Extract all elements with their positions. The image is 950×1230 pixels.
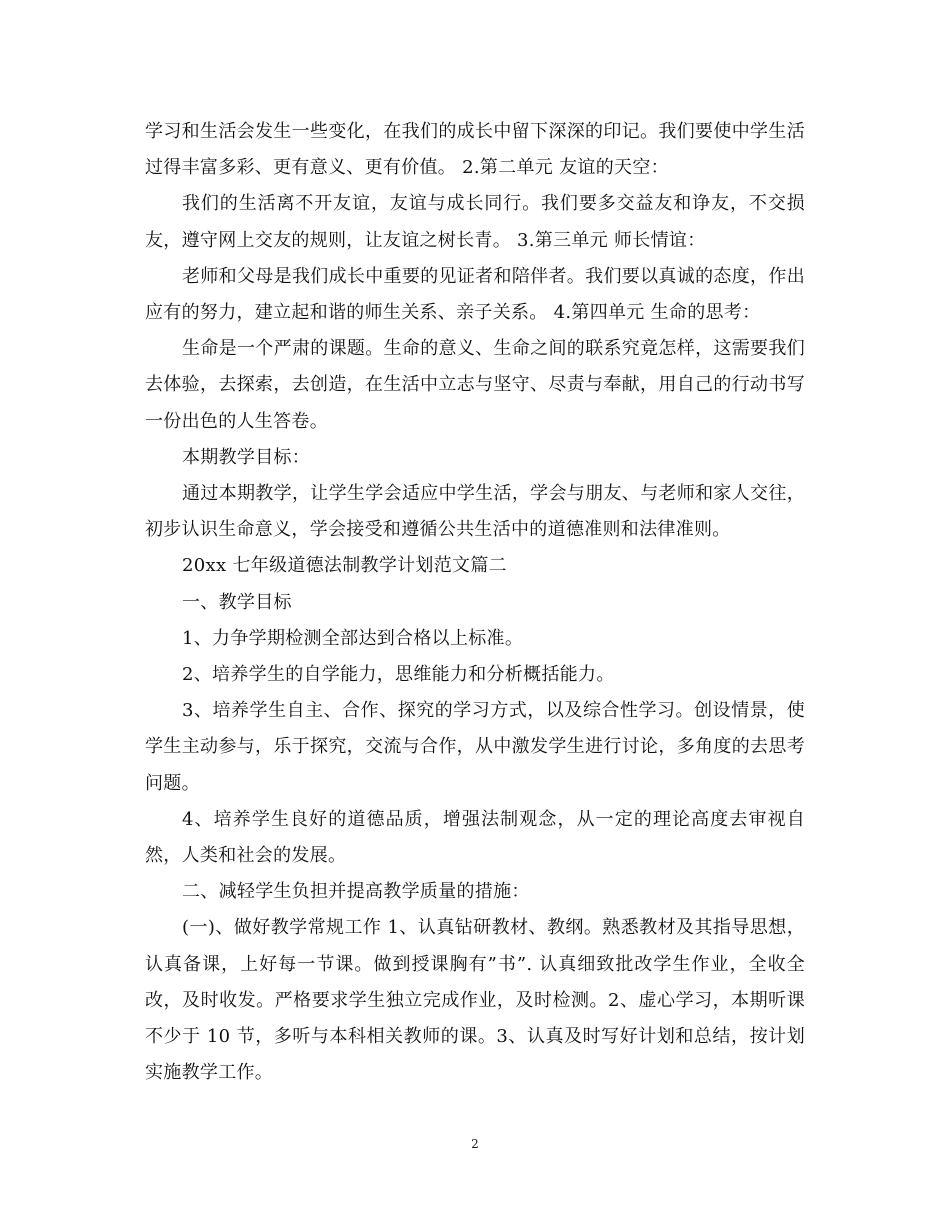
paragraph-term-goals: 通过本期教学，让学生学会适应中学生活，学会与朋友、与老师和家人交往，初步认识生命意义，学会接受和遵循公共生活中的道德准则和法律准则。 bbox=[145, 483, 805, 541]
paragraph-friendship: 我们的生活离不开友谊，友谊与成长同行。我们要多交益友和诤友，不交损友，遵守网上交友的规则，让友谊之树长青。 3.第三单元 师长情谊： bbox=[145, 193, 805, 251]
heading-teaching-goals: 一、教学目标 bbox=[182, 591, 292, 613]
paragraph-routine-work: (一)、做好教学常规工作 1、认真钻研教材、教纲。熟悉教材及其指导思想，认真备课，上好每一节课。做到授课胸有”书”. 认真细致批改学生作业，全收全改，及时收发。严格要求学生独立完成作业，及时检测。2、虚心学习，本期听课不少于 10 节，多听与本科相关教师的课。3、认真及时写好计划和总结，按计划实施教学工作。 bbox=[145, 917, 805, 1084]
paragraph-continuation: 学习和生活会发生一些变化，在我们的成长中留下深深的印记。我们要使中学生活过得丰富多彩、更有意义、更有价值。 2.第二单元 友谊的天空： bbox=[145, 121, 805, 179]
goal-item-4: 4、培养学生良好的道德品质，增强法制观念，从一定的理论高度去审视自然，人类和社会的发展。 bbox=[145, 808, 805, 867]
goal-item-3: 3、培养学生自主、合作、探究的学习方式，以及综合性学习。创设情景，使学生主动参与，乐于探究，交流与合作，从中激发学生进行讨论，多角度的去思考问题。 bbox=[145, 700, 805, 794]
paragraph-life: 生命是一个严肃的课题。生命的意义、生命之间的联系究竟怎样，这需要我们去体验，去探索，去创造，在生活中立志与坚守、尽责与奉献，用自己的行动书写一份出色的人生答卷。 bbox=[145, 338, 805, 432]
goal-item-2: 2、培养学生的自学能力，思维能力和分析概括能力。 bbox=[182, 664, 615, 686]
paragraph-teachers-parents: 老师和父母是我们成长中重要的见证者和陪伴者。我们要以真诚的态度，作出应有的努力，建立起和谐的师生关系、亲子关系。 4.第四单元 生命的思考： bbox=[145, 265, 805, 324]
page-body bbox=[145, 114, 805, 1091]
heading-article-two: 20xx 七年级道德法制教学计划范文篇二 bbox=[182, 555, 507, 577]
heading-term-goals: 本期教学目标： bbox=[182, 446, 311, 468]
goal-item-1: 1、力争学期检测全部达到合格以上标准。 bbox=[182, 627, 524, 649]
page-number: 2 bbox=[471, 1137, 479, 1151]
heading-measures: 二、减轻学生负担并提高教学质量的措施： bbox=[182, 881, 530, 903]
